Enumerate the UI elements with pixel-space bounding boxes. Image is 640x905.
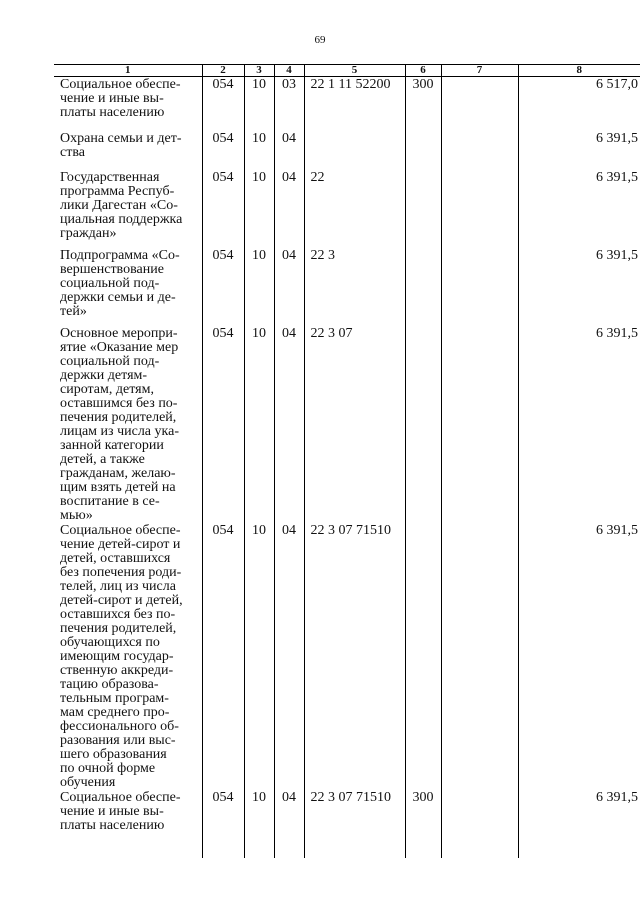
row-section-code: 10 xyxy=(244,170,274,248)
row-name: Государственная программа Респуб- лики Дагестан «Со- циальная поддержка граждан» xyxy=(60,169,183,241)
row-expense-type xyxy=(405,170,441,248)
row-section-code: 10 xyxy=(244,326,274,523)
row-target-code: 22 3 xyxy=(304,248,405,326)
row-subsection-code: 03 xyxy=(274,77,304,131)
row-name: Социальное обеспе- чение и иные вы- платы населению xyxy=(60,789,181,833)
row-name: Основное меропри- ятие «Оказание мер социальной под- держки детям- сиротам, детям, оставшимся без по- печения родителей, лицам из числа ука- занной категории детей, а также гражданам, желаю- щим взять детей на воспитание в се- мью» xyxy=(60,325,179,523)
row-target-code: 22 3 07 71510 xyxy=(304,523,405,790)
row-expense-type xyxy=(405,523,441,790)
budget-table xyxy=(54,64,640,858)
column-header-6: 6 xyxy=(405,65,441,77)
row-ministry-code: 054 xyxy=(202,326,244,523)
row-col7 xyxy=(441,170,518,248)
row-amount: 6 391,5 xyxy=(518,326,640,523)
row-subsection-code: 04 xyxy=(274,326,304,523)
row-col7 xyxy=(441,77,518,131)
row-section-code: 10 xyxy=(244,523,274,790)
row-amount: 6 517,0 xyxy=(518,77,640,131)
row-ministry-code: 054 xyxy=(202,131,244,170)
column-header-8: 8 xyxy=(518,65,640,77)
row-col7 xyxy=(441,326,518,523)
row-name: Охрана семьи и дет- ства xyxy=(60,130,182,160)
row-expense-type xyxy=(405,248,441,326)
row-target-code: 22 xyxy=(304,170,405,248)
column-header-1: 1 xyxy=(54,65,202,77)
table-row xyxy=(54,326,640,523)
row-subsection-code: 04 xyxy=(274,170,304,248)
row-section-code: 10 xyxy=(244,248,274,326)
column-header-7: 7 xyxy=(441,65,518,77)
column-header-3: 3 xyxy=(244,65,274,77)
row-expense-type: 300 xyxy=(405,790,441,858)
row-col7 xyxy=(441,523,518,790)
row-name: Социальное обеспе- чение детей-сирот и детей, оставшихся без попечения роди- телей, лиц из числа детей-сирот и детей, оставшихся без по- печения родителей, обучающихся по имеющим государ- ственную аккреди- тацию образова- тельным програм- мам среднего про- фессионального об- разования или выс- шего образования по очной форме обучения xyxy=(60,522,183,790)
row-section-code: 10 xyxy=(244,131,274,170)
row-expense-type: 300 xyxy=(405,77,441,131)
row-amount: 6 391,5 xyxy=(518,790,640,858)
row-amount: 6 391,5 xyxy=(518,170,640,248)
column-header-5: 5 xyxy=(304,65,405,77)
row-ministry-code: 054 xyxy=(202,170,244,248)
page-number: 69 xyxy=(314,34,326,46)
row-name: Социальное обеспе- чение и иные вы- платы населению xyxy=(60,77,181,120)
row-expense-type xyxy=(405,131,441,170)
row-expense-type xyxy=(405,326,441,523)
row-ministry-code: 054 xyxy=(202,248,244,326)
table-row xyxy=(54,523,640,790)
column-header-2: 2 xyxy=(202,65,244,77)
row-target-code: 22 3 07 xyxy=(304,326,405,523)
row-target-code: 22 3 07 71510 xyxy=(304,790,405,858)
table-header-row xyxy=(54,65,640,77)
row-target-code: 22 1 11 52200 xyxy=(304,77,405,131)
table-row xyxy=(54,170,640,248)
table-row xyxy=(54,248,640,326)
row-col7 xyxy=(441,131,518,170)
column-header-4: 4 xyxy=(274,65,304,77)
row-col7 xyxy=(441,790,518,858)
row-target-code xyxy=(304,131,405,170)
row-section-code: 10 xyxy=(244,77,274,131)
row-ministry-code: 054 xyxy=(202,77,244,131)
table-row xyxy=(54,77,640,131)
row-amount: 6 391,5 xyxy=(518,131,640,170)
row-section-code: 10 xyxy=(244,790,274,858)
table-row xyxy=(54,131,640,170)
row-subsection-code: 04 xyxy=(274,523,304,790)
row-ministry-code: 054 xyxy=(202,790,244,858)
row-amount: 6 391,5 xyxy=(518,523,640,790)
row-amount: 6 391,5 xyxy=(518,248,640,326)
row-subsection-code: 04 xyxy=(274,131,304,170)
row-subsection-code: 04 xyxy=(274,790,304,858)
row-subsection-code: 04 xyxy=(274,248,304,326)
table-row xyxy=(54,790,640,858)
row-ministry-code: 054 xyxy=(202,523,244,790)
row-name: Подпрограмма «Со- вершенствование социальной под- держки семьи и де- тей» xyxy=(60,247,180,319)
row-col7 xyxy=(441,248,518,326)
